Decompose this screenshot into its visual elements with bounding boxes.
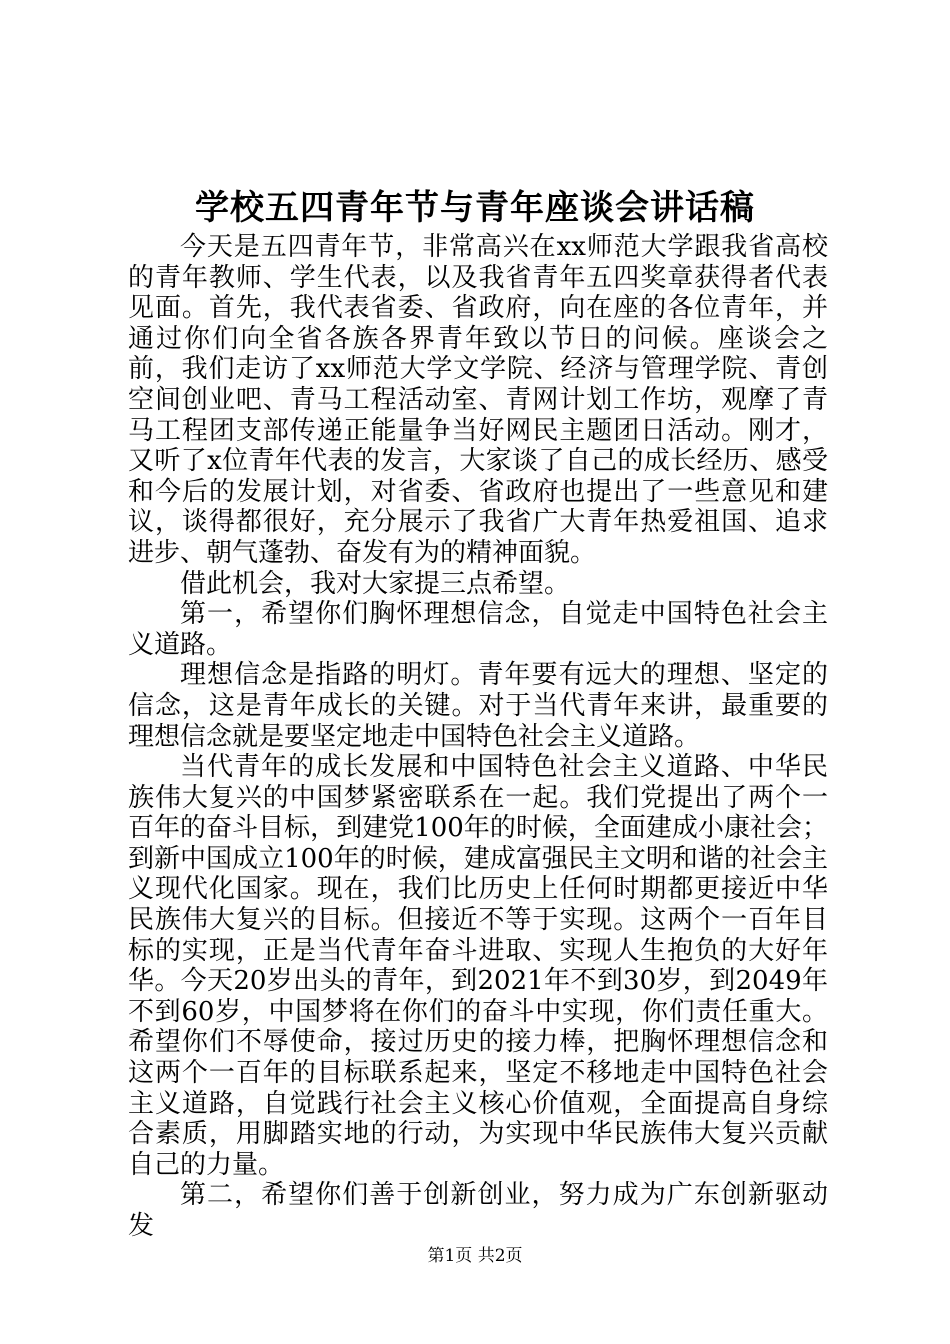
document-body bbox=[128, 232, 828, 1242]
paragraph: 当代青年的成长发展和中国特色社会主义道路、中华民族伟大复兴的中国梦紧密联系在一起。我们党提出了两个一百年的奋斗目标，到建党100年的时候，全面建成小康社会；到新中国成立100年的时候，建成富强民主文明和谐的社会主义现代化国家。现在，我们比历史上任何时期都更接近中华民族伟大复兴的目标。但接近不等于实现。这两个一百年目标的实现，正是当代青年奋斗进取、实现人生抱负的大好年华。今天20岁出头的青年，到2021年不到30岁，到2049年不到60岁，中国梦将在你们的奋斗中实现，你们责任重大。希望你们不辱使命，接过历史的接力棒，把胸怀理想信念和这两个一百年的目标联系起来，坚定不移地走中国特色社会主义道路，自觉践行社会主义核心价值观，全面提高自身综合素质，用脚踏实地的行动，为实现中华民族伟大复兴贡献自己的力量。 bbox=[128, 752, 828, 1180]
paragraph: 第二，希望你们善于创新创业，努力成为广东创新驱动发 bbox=[128, 1180, 828, 1241]
paragraph: 第一，希望你们胸怀理想信念，自觉走中国特色社会主义道路。 bbox=[128, 599, 828, 660]
paragraph: 今天是五四青年节，非常高兴在xx师范大学跟我省高校的青年教师、学生代表，以及我省青年五四奖章获得者代表见面。首先，我代表省委、省政府，向在座的各位青年，并通过你们向全省各族各界青年致以节日的问候。座谈会之前，我们走访了xx师范大学文学院、经济与管理学院、青创空间创业吧、青马工程活动室、青网计划工作坊，观摩了青马工程团支部传递正能量争当好网民主题团日活动。刚才，又听了x位青年代表的发言，大家谈了自己的成长经历、感受和今后的发展计划，对省委、省政府也提出了一些意见和建议，谈得都很好，充分展示了我省广大青年热爱祖国、追求进步、朝气蓬勃、奋发有为的精神面貌。 bbox=[128, 232, 828, 568]
paragraph: 借此机会，我对大家提三点希望。 bbox=[180, 568, 571, 599]
paragraph: 理想信念是指路的明灯。青年要有远大的理想、坚定的信念，这是青年成长的关键。对于当代青年来讲，最重要的理想信念就是要坚定地走中国特色社会主义道路。 bbox=[128, 660, 828, 752]
document-title: 学校五四青年节与青年座谈会讲话稿 bbox=[195, 188, 755, 228]
page-number-footer: 第1页 共2页 bbox=[427, 1246, 523, 1266]
